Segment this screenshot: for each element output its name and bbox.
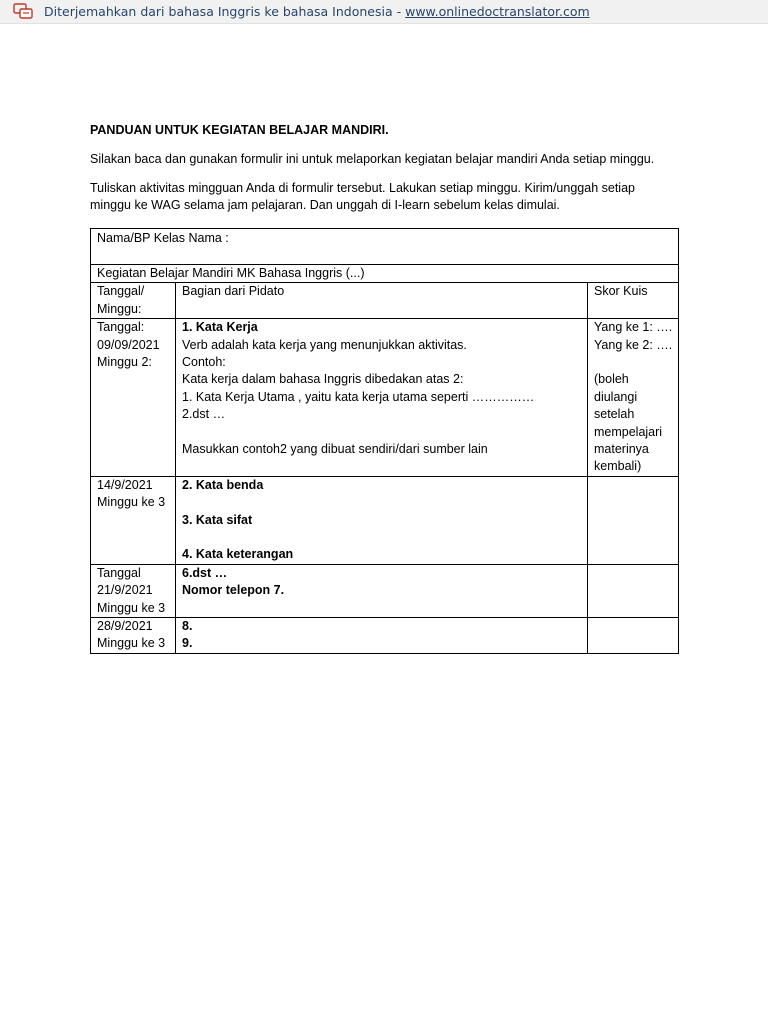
date-cell <box>91 564 176 617</box>
translate-icon <box>13 3 35 21</box>
table-row <box>91 476 679 564</box>
content-cell[interactable] <box>176 319 588 477</box>
score-cell[interactable] <box>588 564 679 617</box>
content-line: Masukkan contoh2 yang dibuat sendiri/dari sumber lain <box>182 442 488 457</box>
date-cell <box>91 618 176 654</box>
name-row <box>91 229 679 265</box>
date-line: 09/09/2021 <box>97 337 160 352</box>
score-line: mempelajari <box>594 424 663 439</box>
header-part: Bagian dari Pidato <box>176 283 588 319</box>
date-line: 14/9/2021 <box>97 477 153 492</box>
score-line: Yang ke 1: …. <box>594 320 673 335</box>
date-line: Minggu ke 3 <box>97 600 166 615</box>
content-line: 2.dst … <box>182 407 226 422</box>
course-cell: Kegiatan Belajar Mandiri MK Bahasa Inggris (...) <box>91 265 679 283</box>
translator-link[interactable]: www.onlinedoctranslator.com <box>405 4 590 19</box>
topic-heading: 9. <box>182 636 193 651</box>
topic-heading: 6.dst … <box>182 565 228 580</box>
score-cell[interactable] <box>588 476 679 564</box>
score-cell[interactable] <box>588 618 679 654</box>
date-line: Minggu 2: <box>97 355 152 370</box>
activity-table <box>90 228 679 654</box>
date-cell <box>91 476 176 564</box>
header-score: Skor Kuis <box>588 283 679 319</box>
content-cell[interactable] <box>176 476 588 564</box>
content-line: Kata kerja dalam bahasa Inggris dibedakan atas 2: <box>182 372 464 387</box>
document-title: PANDUAN UNTUK KEGIATAN BELAJAR MANDIRI. <box>90 123 389 137</box>
date-line: 21/9/2021 <box>97 583 153 598</box>
content-line: Contoh: <box>182 355 226 370</box>
blank-line <box>182 424 581 441</box>
topic-heading: 8. <box>182 619 193 634</box>
content-cell[interactable] <box>176 564 588 617</box>
score-line: Yang ke 2: …. <box>594 337 673 352</box>
score-cell[interactable] <box>588 319 679 477</box>
date-line: Minggu ke 3 <box>97 636 166 651</box>
table-row <box>91 618 679 654</box>
date-line: 28/9/2021 <box>97 619 153 634</box>
header-date <box>91 283 176 319</box>
instruction-paragraph-2: Tuliskan aktivitas mingguan Anda di formulir tersebut. Lakukan setiap minggu. Kirim/unggah setiap minggu ke WAG selama jam pelajaran. Dan unggah di I-learn sebelum kelas dimulai. <box>90 181 635 213</box>
topic-heading: 3. Kata sifat <box>182 512 253 527</box>
score-line: setelah <box>594 407 635 422</box>
blank-line <box>594 354 672 371</box>
table-row <box>91 564 679 617</box>
date-line: Tanggal: <box>97 320 145 335</box>
score-line: diulangi <box>594 389 638 404</box>
blank-line <box>182 494 581 511</box>
blank-line <box>182 529 581 546</box>
date-line: Minggu ke 3 <box>97 495 166 510</box>
date-cell <box>91 319 176 477</box>
topic-heading: 2. Kata benda <box>182 477 264 492</box>
course-row <box>91 265 679 283</box>
content-line: 1. Kata Kerja Utama , yaitu kata kerja utama seperti …………… <box>182 389 535 404</box>
content-line: Verb adalah kata kerja yang menunjukkan aktivitas. <box>182 337 467 352</box>
score-line: kembali) <box>594 459 642 474</box>
content-cell[interactable] <box>176 618 588 654</box>
topic-heading: Nomor telepon 7. <box>182 583 285 598</box>
score-line: materinya <box>594 442 649 457</box>
table-row <box>91 319 679 477</box>
banner-text: Diterjemahkan dari bahasa Inggris ke bahasa Indonesia - <box>44 4 406 19</box>
date-line: Tanggal <box>97 565 141 580</box>
header-date-line-2: Minggu: <box>97 301 142 316</box>
header-row <box>91 283 679 319</box>
score-line: (boleh <box>594 372 629 387</box>
translation-banner <box>0 0 768 24</box>
header-date-line-1: Tanggal/ <box>97 284 145 299</box>
name-cell[interactable]: Nama/BP Kelas Nama : <box>91 229 679 265</box>
instruction-paragraph-1: Silakan baca dan gunakan formulir ini untuk melaporkan kegiatan belajar mandiri Anda setiap minggu. <box>90 152 655 166</box>
topic-heading: 1. Kata Kerja <box>182 320 258 335</box>
topic-heading: 4. Kata keterangan <box>182 547 294 562</box>
